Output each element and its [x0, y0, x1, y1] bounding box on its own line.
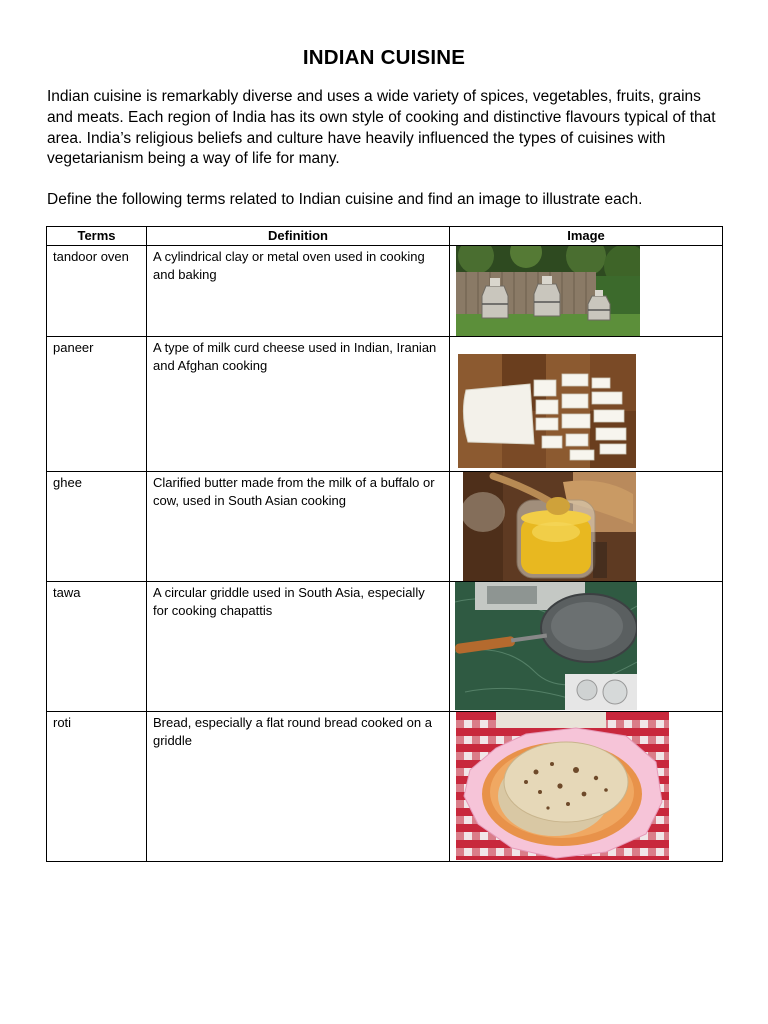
definition-cell: A circular griddle used in South Asia, especially for cooking chapattis [147, 582, 450, 712]
term-cell: ghee [47, 472, 147, 582]
roti-image [456, 712, 669, 860]
image-cell [450, 472, 723, 582]
header-image: Image [450, 227, 723, 246]
header-terms: Terms [47, 227, 147, 246]
image-cell [450, 337, 723, 472]
image-cell [450, 712, 723, 862]
definition-cell: Bread, especially a flat round bread cooked on a griddle [147, 712, 450, 862]
table-row [47, 472, 723, 582]
definition-cell: A cylindrical clay or metal oven used in cooking and baking [147, 246, 450, 337]
intro-paragraph: Indian cuisine is remarkably diverse and uses a wide variety of spices, vegetables, fruits, grains and meats. Each region of India has its own style of cooking and distinctive flavours typical of that area. India’s religious beliefs and culture have heavily influenced the types of cuisines with vegetarianism being a way of life for many. [47, 88, 716, 168]
image-cell [450, 246, 723, 337]
table-row [47, 337, 723, 472]
page-title: INDIAN CUISINE [302, 46, 466, 69]
paneer-image [458, 354, 636, 468]
instruction-paragraph: Define the following terms related to Indian cuisine and find an image to illustrate each. [47, 191, 643, 208]
table-row [47, 582, 723, 712]
term-cell: paneer [47, 337, 147, 472]
table-row [47, 246, 723, 337]
tandoor-oven-image [456, 246, 640, 336]
definition-cell: Clarified butter made from the milk of a buffalo or cow, used in South Asian cooking [147, 472, 450, 582]
term-cell: roti [47, 712, 147, 862]
ghee-image [463, 472, 636, 581]
tawa-image [455, 582, 637, 710]
terms-table [46, 226, 723, 862]
table-header-row [47, 227, 723, 246]
image-cell [450, 582, 723, 712]
header-definition: Definition [147, 227, 450, 246]
term-cell: tawa [47, 582, 147, 712]
term-cell: tandoor oven [47, 246, 147, 337]
definition-cell: A type of milk curd cheese used in Indian, Iranian and Afghan cooking [147, 337, 450, 472]
table-row [47, 712, 723, 862]
